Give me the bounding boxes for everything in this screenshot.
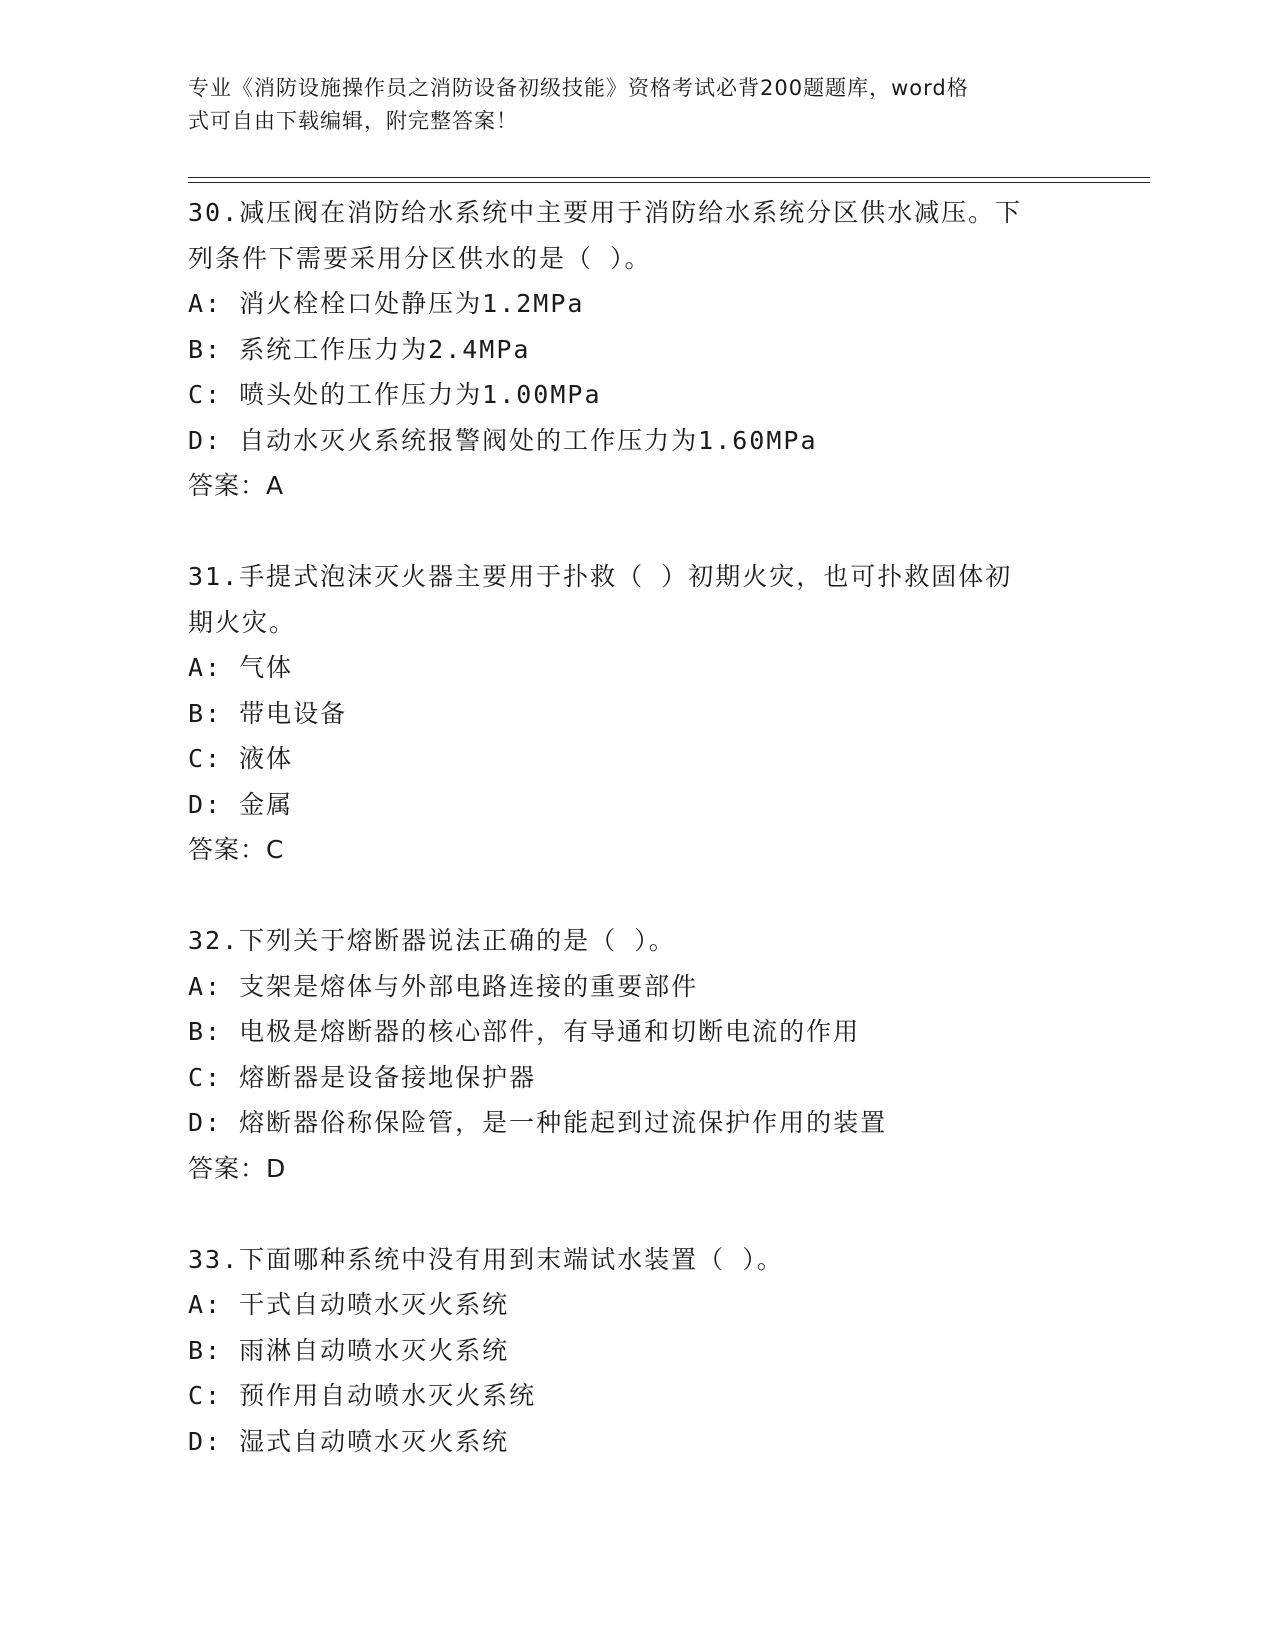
option-a: A: 干式自动喷水灭火系统 [188,1290,510,1319]
option-b: B: 电极是熔断器的核心部件，有导通和切断电流的作用 [188,1017,861,1046]
header-line-1: 专业《消防设施操作员之消防设备初级技能》资格考试必背200题题库，word格 [188,76,969,100]
option-d: D: 熔断器俗称保险管，是一种能起到过流保护作用的装置 [188,1108,888,1137]
question-stem: 30.减压阀在消防给水系统中主要用于消防给水系统分区供水减压。下 [188,198,1023,227]
option-d: D: 湿式自动喷水灭火系统 [188,1426,510,1456]
question-spacer [188,509,1088,555]
option-c: C: 喷头处的工作压力为1.00MPa [188,380,602,409]
question-stem: 列条件下需要采用分区供水的是（ ）。 [188,243,652,273]
question-stem: 期火灾。 [188,607,297,637]
answer: 答案：A [188,471,285,500]
option-b: B: 带电设备 [188,698,348,728]
answer: 答案：D [188,1153,287,1183]
header-divider-top [188,177,1150,178]
question-30 [188,190,1088,509]
option-c: C: 预作用自动喷水灭火系统 [188,1381,537,1410]
question-33 [188,1237,1088,1465]
option-a: A: 支架是熔体与外部电路连接的重要部件 [188,971,699,1001]
answer: 答案：C [188,835,285,864]
option-d: D: 自动水灭火系统报警阀处的工作压力为1.60MPa [188,425,818,455]
option-b: B: 系统工作压力为2.4MPa [188,334,531,364]
question-stem: 32.下列关于熔断器说法正确的是（ ）。 [188,926,676,955]
question-stem: 33.下面哪种系统中没有用到末端试水装置（ ）。 [188,1244,784,1274]
header-line-2: 式可自由下载编辑，附完整答案！ [188,109,518,133]
option-b: B: 雨淋自动喷水灭火系统 [188,1335,510,1365]
question-stem: 31.手提式泡沫灭火器主要用于扑救（ ）初期火灾，也可扑救固体初 [188,562,1013,591]
option-a: A: 气体 [188,653,294,682]
question-32 [188,918,1088,1191]
question-spacer [188,1191,1088,1237]
option-d: D: 金属 [188,789,294,819]
option-c: C: 液体 [188,744,294,773]
question-list [188,190,1088,1464]
header-divider-bottom [188,182,1150,183]
document-header [188,72,1088,138]
question-spacer [188,873,1088,919]
option-c: C: 熔断器是设备接地保护器 [188,1062,537,1092]
option-a: A: 消火栓栓口处静压为1.2MPa [188,289,585,318]
question-31 [188,554,1088,873]
